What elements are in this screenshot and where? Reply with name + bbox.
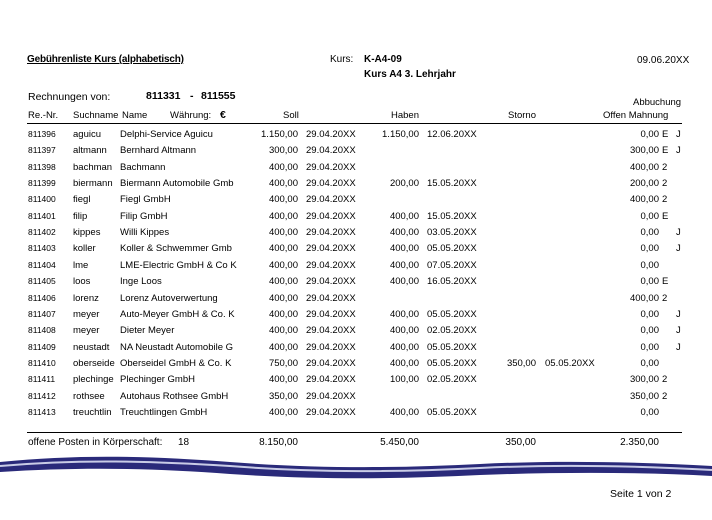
cell-name: Willi Kippes [120, 227, 170, 239]
cell-haben: 100,00 [389, 374, 419, 386]
table-row [0, 309, 712, 325]
cell-abbuchung: J [676, 325, 681, 337]
cell-name: Filip GmbH [120, 210, 168, 222]
cell-suchname: filip [73, 210, 88, 222]
cell-storno-date: 05.05.20XX [545, 357, 595, 369]
col-header-waehrung: Währung: [170, 110, 212, 121]
cell-suchname: plechinge [73, 374, 114, 386]
cell-soll-date: 29.04.20XX [306, 292, 356, 304]
cell-offen: 0,00 [640, 210, 659, 222]
cell-soll-date: 29.04.20XX [306, 374, 356, 386]
table-row [0, 260, 712, 276]
cell-offen: 0,00 [640, 243, 659, 255]
cell-haben: 400,00 [389, 341, 419, 353]
cell-soll-date: 29.04.20XX [306, 129, 356, 140]
cell-renr: 811413 [28, 406, 56, 417]
cell-suchname: oberseide [73, 357, 115, 369]
wave-dark [0, 457, 712, 479]
totals-haben: 5.450,00 [380, 437, 419, 448]
cell-soll-date: 29.04.20XX [306, 276, 356, 288]
cell-soll: 400,00 [268, 161, 298, 173]
totals-rule [27, 432, 682, 433]
kurs-code: K-A4-09 [364, 54, 402, 65]
cell-soll-date: 29.04.20XX [306, 210, 356, 222]
cell-offen: 0,00 [640, 341, 659, 353]
cell-name: NA Neustadt Automobile G [120, 341, 234, 353]
cell-abbuchung: J [676, 308, 681, 320]
cell-name: Bernhard Altmann [120, 145, 197, 157]
col-header-name: Name [122, 110, 148, 121]
cell-renr: 811411 [28, 374, 56, 385]
cell-haben: 400,00 [389, 276, 419, 288]
cell-offen: 0,00 [640, 129, 659, 140]
cell-suchname: neustadt [73, 341, 110, 353]
cell-suchname: loos [73, 276, 91, 288]
cell-renr: 811404 [28, 259, 56, 270]
cell-haben: 200,00 [389, 178, 419, 190]
cell-mahnung: 2 [662, 161, 668, 173]
col-header-soll: Soll [283, 110, 299, 121]
currency-symbol: € [220, 109, 226, 121]
cell-renr: 811410 [28, 357, 56, 368]
cell-soll-date: 29.04.20XX [306, 390, 356, 402]
cell-offen: 0,00 [640, 227, 659, 239]
totals-offen: 2.350,00 [620, 437, 659, 448]
cell-offen: 0,00 [640, 357, 659, 369]
table-row [0, 293, 712, 309]
cell-offen: 0,00 [640, 276, 659, 288]
table-row [0, 374, 712, 390]
cell-mahnung: E [662, 276, 669, 288]
cell-soll: 400,00 [268, 194, 298, 206]
cell-suchname: meyer [73, 308, 100, 320]
cell-haben-date: 05.05.20XX [427, 357, 477, 369]
cell-name: Biermann Automobile Gmb [120, 178, 234, 190]
table-row [0, 211, 712, 227]
table-row [0, 407, 712, 423]
cell-abbuchung: J [676, 341, 681, 353]
table-row [0, 325, 712, 341]
cell-offen: 300,00 [629, 374, 659, 386]
cell-suchname: altmann [73, 145, 107, 157]
totals-storno: 350,00 [505, 437, 536, 448]
totals-soll: 8.150,00 [259, 437, 298, 448]
cell-soll-date: 29.04.20XX [306, 178, 356, 190]
cell-haben-date: 05.05.20XX [427, 341, 477, 353]
cell-haben: 400,00 [389, 210, 419, 222]
cell-suchname: rothsee [73, 390, 105, 402]
cell-offen: 400,00 [629, 194, 659, 206]
cell-renr: 811401 [28, 210, 56, 221]
cell-soll-date: 29.04.20XX [306, 194, 356, 206]
table-row [0, 276, 712, 292]
range-to: 811555 [201, 90, 236, 102]
cell-mahnung: 2 [662, 374, 668, 386]
cell-name: Plechinger GmbH [120, 374, 195, 386]
cell-haben-date: 12.06.20XX [427, 129, 477, 140]
table-row [0, 358, 712, 374]
cell-renr: 811398 [28, 161, 56, 172]
cell-soll: 400,00 [268, 308, 298, 320]
cell-soll: 1.150,00 [261, 129, 298, 140]
cell-name: Treuchtlingen GmbH [120, 406, 208, 418]
cell-offen: 400,00 [629, 161, 659, 173]
cell-abbuchung: J [676, 227, 681, 239]
cell-abbuchung: J [676, 243, 681, 255]
cell-soll: 400,00 [268, 374, 298, 386]
cell-name: Bachmann [120, 161, 166, 173]
cell-mahnung: 2 [662, 178, 668, 190]
range-separator: - [190, 90, 194, 102]
cell-soll: 400,00 [268, 210, 298, 222]
cell-soll-date: 29.04.20XX [306, 341, 356, 353]
cell-renr: 811406 [28, 292, 56, 303]
cell-offen: 350,00 [629, 390, 659, 402]
cell-renr: 811403 [28, 243, 56, 254]
cell-renr: 811400 [28, 194, 56, 205]
cell-suchname: bachman [73, 161, 113, 173]
cell-renr: 811408 [28, 325, 56, 336]
cell-haben: 1.150,00 [382, 129, 419, 140]
cell-haben-date: 05.05.20XX [427, 308, 477, 320]
cell-haben-date: 02.05.20XX [427, 374, 477, 386]
cell-offen: 0,00 [640, 259, 659, 271]
col-header-suchname: Suchname [73, 110, 119, 121]
cell-offen: 0,00 [640, 406, 659, 418]
cell-name: Fiegl GmbH [120, 194, 171, 206]
table-row [0, 391, 712, 407]
cell-haben-date: 05.05.20XX [427, 406, 477, 418]
cell-suchname: koller [73, 243, 96, 255]
cell-haben-date: 02.05.20XX [427, 325, 477, 337]
cell-soll: 300,00 [268, 145, 298, 157]
cell-soll: 400,00 [268, 406, 298, 418]
col-header-abbuchung: Abbuchung [633, 97, 682, 108]
cell-haben: 400,00 [389, 406, 419, 418]
cell-name: Delphi-Service Aguicu [120, 129, 213, 140]
cell-mahnung: 2 [662, 194, 668, 206]
cell-mahnung: 2 [662, 390, 668, 402]
cell-renr: 811397 [28, 145, 56, 156]
cell-suchname: lme [73, 259, 89, 271]
cell-renr: 811399 [28, 178, 56, 189]
cell-renr: 811402 [28, 227, 56, 238]
cell-name: Inge Loos [120, 276, 162, 288]
cell-mahnung: E [662, 145, 669, 157]
cell-offen: 300,00 [629, 145, 659, 157]
cell-suchname: treuchtlin [73, 406, 112, 418]
cell-haben: 400,00 [389, 259, 419, 271]
cell-name: Dieter Meyer [120, 325, 175, 337]
totals-label: offene Posten in Körperschaft: [28, 437, 163, 448]
cell-haben-date: 15.05.20XX [427, 210, 477, 222]
cell-soll: 400,00 [268, 341, 298, 353]
cell-name: Auto-Meyer GmbH & Co. K [120, 308, 235, 320]
cell-name: Lorenz Autoverwertung [120, 292, 218, 304]
cell-renr: 811405 [28, 276, 56, 287]
cell-suchname: biermann [73, 178, 113, 190]
cell-name: Autohaus Rothsee GmbH [120, 390, 229, 402]
cell-soll-date: 29.04.20XX [306, 227, 356, 239]
cell-soll-date: 29.04.20XX [306, 161, 356, 173]
cell-suchname: lorenz [73, 292, 99, 304]
cell-soll: 350,00 [268, 390, 298, 402]
cell-haben-date: 05.05.20XX [427, 243, 477, 255]
cell-soll: 400,00 [268, 178, 298, 190]
table-row [0, 227, 712, 243]
table-row [0, 178, 712, 194]
table-row [0, 194, 712, 210]
cell-name: Oberseidel GmbH & Co. K [120, 357, 232, 369]
page-break-wave [0, 452, 712, 486]
range-from: 811331 [146, 90, 181, 102]
cell-haben-date: 03.05.20XX [427, 227, 477, 239]
cell-haben-date: 16.05.20XX [427, 276, 477, 288]
cell-offen: 200,00 [629, 178, 659, 190]
cell-soll-date: 29.04.20XX [306, 325, 356, 337]
header-rule [27, 123, 682, 124]
cell-soll: 400,00 [268, 325, 298, 337]
cell-renr: 811396 [28, 129, 56, 139]
cell-soll: 400,00 [268, 292, 298, 304]
col-header-renr: Re.-Nr. [28, 110, 59, 121]
cell-haben-date: 15.05.20XX [427, 178, 477, 190]
cell-haben: 400,00 [389, 227, 419, 239]
cell-soll: 400,00 [268, 259, 298, 271]
cell-soll: 400,00 [268, 276, 298, 288]
page-number: Seite 1 von 2 [610, 488, 672, 500]
cell-abbuchung: J [676, 129, 681, 140]
cell-mahnung: E [662, 210, 669, 222]
cell-abbuchung: J [676, 145, 681, 157]
cell-soll: 400,00 [268, 227, 298, 239]
report-date: 09.06.20XX [637, 55, 690, 66]
cell-renr: 811407 [28, 308, 56, 319]
cell-offen: 400,00 [629, 292, 659, 304]
kurs-label: Kurs: [330, 54, 354, 65]
col-header-storno: Storno [508, 110, 536, 121]
cell-suchname: fiegl [73, 194, 91, 206]
cell-soll-date: 29.04.20XX [306, 145, 356, 157]
table-row [0, 145, 712, 161]
rechnungen-label: Rechnungen von: [28, 91, 111, 103]
cell-suchname: meyer [73, 325, 100, 337]
table-row [0, 129, 712, 145]
cell-soll-date: 29.04.20XX [306, 406, 356, 418]
cell-offen: 0,00 [640, 308, 659, 320]
table-row [0, 243, 712, 259]
kurs-name: Kurs A4 3. Lehrjahr [364, 69, 456, 80]
cell-soll: 750,00 [268, 357, 298, 369]
cell-soll-date: 29.04.20XX [306, 259, 356, 271]
cell-soll-date: 29.04.20XX [306, 243, 356, 255]
cell-renr: 811409 [28, 341, 56, 352]
cell-haben: 400,00 [389, 325, 419, 337]
cell-haben: 400,00 [389, 357, 419, 369]
col-header-haben: Haben [391, 110, 419, 121]
cell-soll-date: 29.04.20XX [306, 308, 356, 320]
cell-mahnung: E [662, 129, 669, 140]
cell-offen: 0,00 [640, 325, 659, 337]
cell-suchname: kippes [73, 227, 101, 239]
cell-haben: 400,00 [389, 243, 419, 255]
cell-haben-date: 07.05.20XX [427, 259, 477, 271]
totals-count: 18 [178, 437, 190, 448]
cell-name: Koller & Schwemmer Gmb [120, 243, 232, 255]
cell-renr: 811412 [28, 390, 56, 401]
table-row [0, 342, 712, 358]
cell-storno: 350,00 [506, 357, 536, 369]
col-header-offen-mahnung: Offen Mahnung [603, 110, 669, 121]
cell-name: LME-Electric GmbH & Co K [120, 259, 237, 271]
cell-soll: 400,00 [268, 243, 298, 255]
cell-haben: 400,00 [389, 308, 419, 320]
cell-suchname: aguicu [73, 129, 101, 140]
report-title: Gebührenliste Kurs (alphabetisch) [27, 54, 184, 65]
cell-mahnung: 2 [662, 292, 668, 304]
table-row [0, 162, 712, 178]
cell-soll-date: 29.04.20XX [306, 357, 356, 369]
